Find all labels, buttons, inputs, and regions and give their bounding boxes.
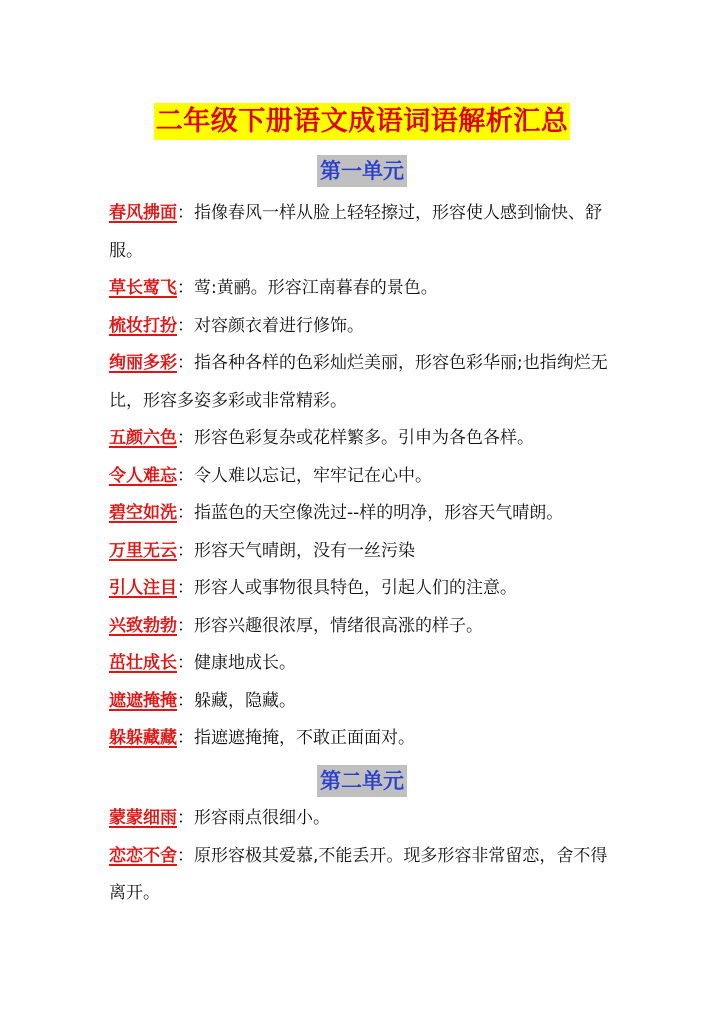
separator: ：: [177, 203, 194, 223]
idiom-definition: 形容色彩复杂或花样繁多。引申为各色各样。: [194, 428, 534, 448]
idiom-definition: 形容天气晴朗，没有一丝污染: [194, 540, 415, 561]
idiom-definition: 形容雨点很细小。: [194, 808, 330, 828]
idiom-entry: [109, 645, 619, 683]
section-heading-unit-1: 第一单元: [317, 155, 407, 187]
idiom-term: 躲躲藏藏: [109, 728, 177, 748]
idiom-definition: 指像春风一样从脸上轻轻擦过，形容使人感到愉快、舒服。: [109, 203, 602, 261]
idiom-entry: [109, 495, 619, 533]
idiom-definition: 健康地成长。: [194, 653, 296, 673]
idiom-entry: [109, 683, 619, 721]
idiom-term: 五颜六色: [109, 428, 177, 448]
idiom-definition: 原形容极其爱慕,不能丢开。现多形容非常留恋，舍不得离开。: [109, 845, 608, 903]
separator: ：: [177, 353, 194, 373]
idiom-definition: 指各种各样的色彩灿烂美丽，形容色彩华丽;也指绚烂无比，形容多姿多彩或非常精彩。: [109, 353, 608, 411]
section-heading-unit-2: 第二单元: [317, 765, 407, 797]
idiom-entry: [109, 608, 619, 646]
separator: ：: [177, 845, 194, 866]
idiom-definition: 令人难以忘记，牢牢记在心中。: [194, 465, 432, 486]
idiom-term: 蒙蒙细雨: [109, 808, 177, 828]
idiom-term: 春风拂面: [109, 203, 177, 223]
idiom-term: 遮遮掩掩: [109, 690, 177, 711]
separator: ：: [177, 653, 194, 673]
idiom-definition: 形容人或事物很具特色，引起人们的注意。: [194, 578, 517, 598]
idiom-term: 恋恋不舍: [109, 845, 177, 866]
document-title-container: [0, 103, 724, 140]
separator: ：: [177, 808, 194, 828]
idiom-term: 令人难忘: [109, 465, 177, 486]
idiom-term: 茁壮成长: [109, 653, 177, 673]
idiom-entry: [109, 800, 619, 838]
idiom-term: 兴致勃勃: [109, 615, 177, 636]
separator: ：: [177, 465, 194, 486]
section-heading-container-unit-2: [0, 765, 724, 797]
separator: ：: [177, 278, 194, 298]
idiom-term: 碧空如洗: [109, 503, 177, 523]
idiom-definition: 指蓝色的天空像洗过--样的明净，形容天气晴朗。: [194, 503, 564, 523]
idiom-term: 引人注目: [109, 578, 177, 598]
idiom-entry: [109, 270, 619, 308]
idiom-list-unit-1: [109, 195, 619, 758]
idiom-entry: [109, 838, 619, 913]
idiom-definition: 莺:黄鹂。形容江南暮春的景色。: [194, 278, 438, 298]
idiom-term: 绚丽多彩: [109, 353, 177, 373]
separator: ：: [177, 578, 194, 598]
idiom-entry: [109, 420, 619, 458]
idiom-term: 梳妆打扮: [109, 315, 177, 336]
separator: ：: [177, 428, 194, 448]
separator: ：: [177, 315, 194, 336]
separator: ：: [177, 728, 194, 748]
separator: ：: [177, 503, 194, 523]
idiom-entry: [109, 195, 619, 270]
idiom-definition: 躲藏，隐藏。: [194, 690, 296, 711]
separator: ：: [177, 540, 194, 561]
idiom-definition: 形容兴趣很浓厚，情绪很高涨的样子。: [194, 615, 483, 636]
document-title: 二年级下册语文成语词语解析汇总: [154, 103, 571, 140]
separator: ：: [177, 690, 194, 711]
idiom-entry: [109, 345, 619, 420]
separator: ：: [177, 615, 194, 636]
idiom-entry: [109, 308, 619, 346]
idiom-definition: 指遮遮掩掩，不敢正面面对。: [194, 728, 415, 748]
idiom-list-unit-2: [109, 800, 619, 913]
idiom-definition: 对容颜衣着进行修饰。: [194, 315, 364, 336]
idiom-entry: [109, 720, 619, 758]
idiom-entry: [109, 570, 619, 608]
idiom-entry: [109, 458, 619, 496]
idiom-entry: [109, 533, 619, 571]
idiom-term: 万里无云: [109, 540, 177, 561]
idiom-term: 草长莺飞: [109, 278, 177, 298]
section-heading-container-unit-1: [0, 155, 724, 187]
